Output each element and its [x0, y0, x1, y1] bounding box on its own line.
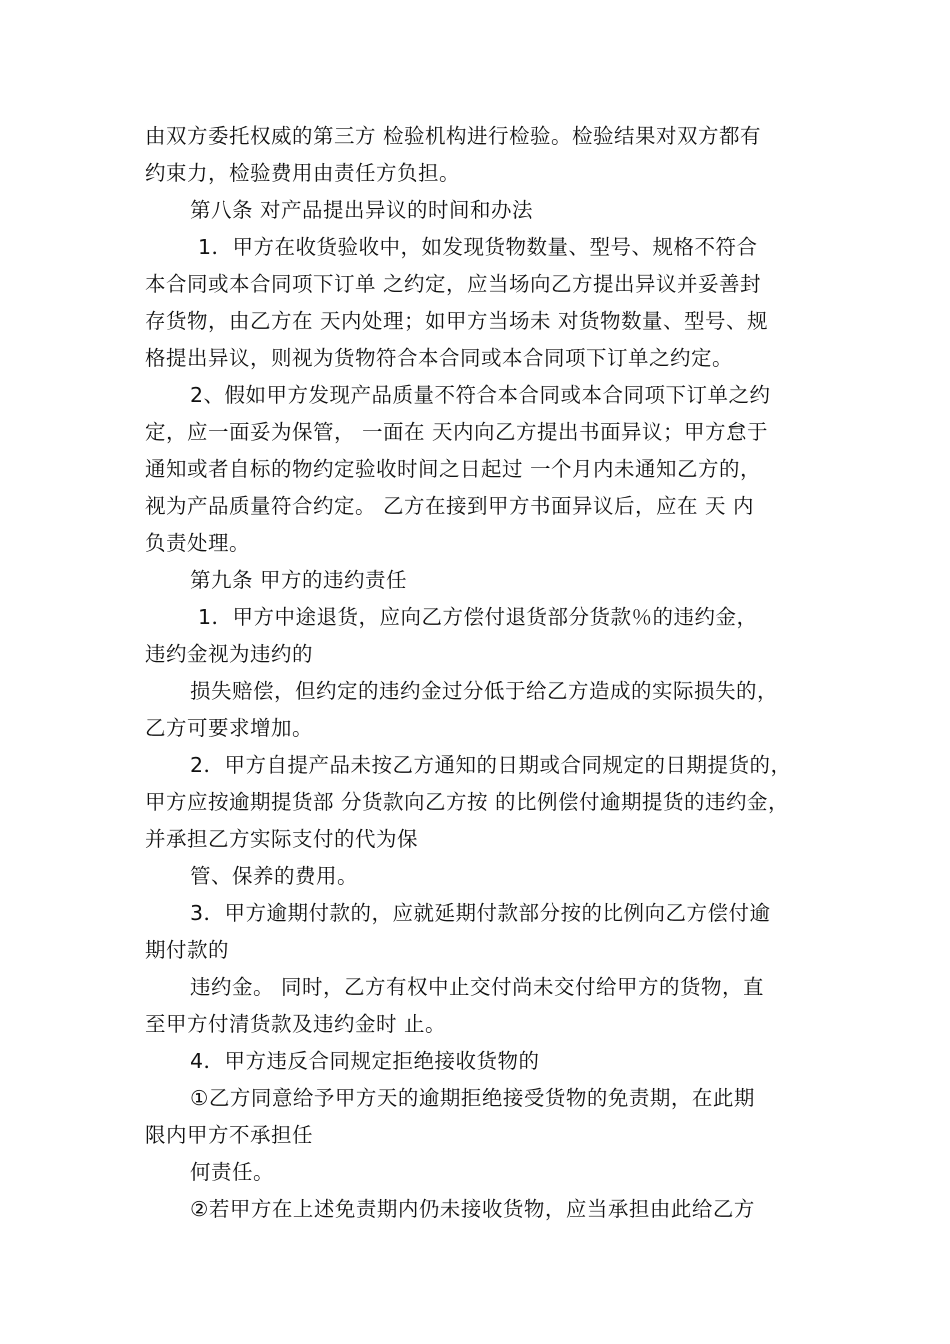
- paragraph-line: 期付款的: [145, 938, 229, 962]
- paragraph-line: 视为产品质量符合约定。 乙方在接到甲方书面异议后，应在 天 内: [145, 494, 755, 518]
- paragraph-line: 格提出异议，则视为货物符合本合同或本合同项下订单之约定。: [145, 346, 733, 370]
- paragraph-line: 并承担乙方实际支付的代为保: [145, 827, 418, 851]
- paragraph-line: 通知或者自标的物约定验收时间之日起过 一个月内未通知乙方的，: [145, 457, 762, 481]
- paragraph-line: 约束力，检验费用由责任方负担。: [145, 161, 460, 185]
- paragraph-line: 限内甲方不承担任: [145, 1123, 313, 1147]
- paragraph-line: ②若甲方在上述免责期内仍未接收货物，应当承担由此给乙方: [190, 1197, 755, 1221]
- paragraph-line: 甲方应按逾期提货部 分货款向乙方按 的比例偿付逾期提货的违约金，: [145, 790, 790, 814]
- paragraph-line: 本合同或本合同项下订单 之约定，应当场向乙方提出异议并妥善封: [145, 272, 762, 296]
- section-heading-article-8: 第八条 对产品提出异议的时间和办法: [190, 198, 534, 222]
- paragraph-line: 由双方委托权威的第三方 检验机构进行检验。检验结果对双方都有: [145, 124, 762, 148]
- paragraph-line: 存货物，由乙方在 天内处理；如甲方当场未 对货物数量、型号、规: [145, 309, 769, 333]
- paragraph-line: 管、保养的费用。: [190, 864, 358, 888]
- paragraph-line: 负责处理。: [145, 531, 250, 555]
- paragraph-line: 何责任。: [190, 1160, 274, 1184]
- paragraph-line: 4．甲方违反合同规定拒绝接收货物的: [190, 1049, 540, 1073]
- paragraph-line: 至甲方付清货款及违约金时 止。: [145, 1012, 447, 1036]
- paragraph-line: 1．甲方在收货验收中，如发现货物数量、型号、规格不符合: [198, 235, 758, 259]
- paragraph-line: 定，应一面妥为保管， 一面在 天内向乙方提出书面异议；甲方怠于: [145, 420, 769, 444]
- paragraph-line: ①乙方同意给予甲方天的逾期拒绝接受货物的免责期，在此期: [190, 1086, 755, 1110]
- paragraph-line: 损失赔偿，但约定的违约金过分低于给乙方造成的实际损失的，: [190, 679, 778, 703]
- section-heading-article-9: 第九条 甲方的违约责任: [190, 568, 408, 592]
- paragraph-line: 2、假如甲方发现产品质量不符合本合同或本合同项下订单之约: [190, 383, 771, 407]
- paragraph-line: 3．甲方逾期付款的，应就延期付款部分按的比例向乙方偿付逾: [190, 901, 771, 925]
- paragraph-line: 违约金。 同时，乙方有权中止交付尚未交付给甲方的货物，直: [190, 975, 765, 999]
- paragraph-line: 2．甲方自提产品未按乙方通知的日期或合同规定的日期提货的，: [190, 753, 792, 777]
- paragraph-line: 乙方可要求增加。: [145, 716, 313, 740]
- paragraph-line: 违约金视为违约的: [145, 642, 313, 666]
- paragraph-line: 1．甲方中途退货，应向乙方偿付退货部分货款％的违约金，: [198, 605, 758, 629]
